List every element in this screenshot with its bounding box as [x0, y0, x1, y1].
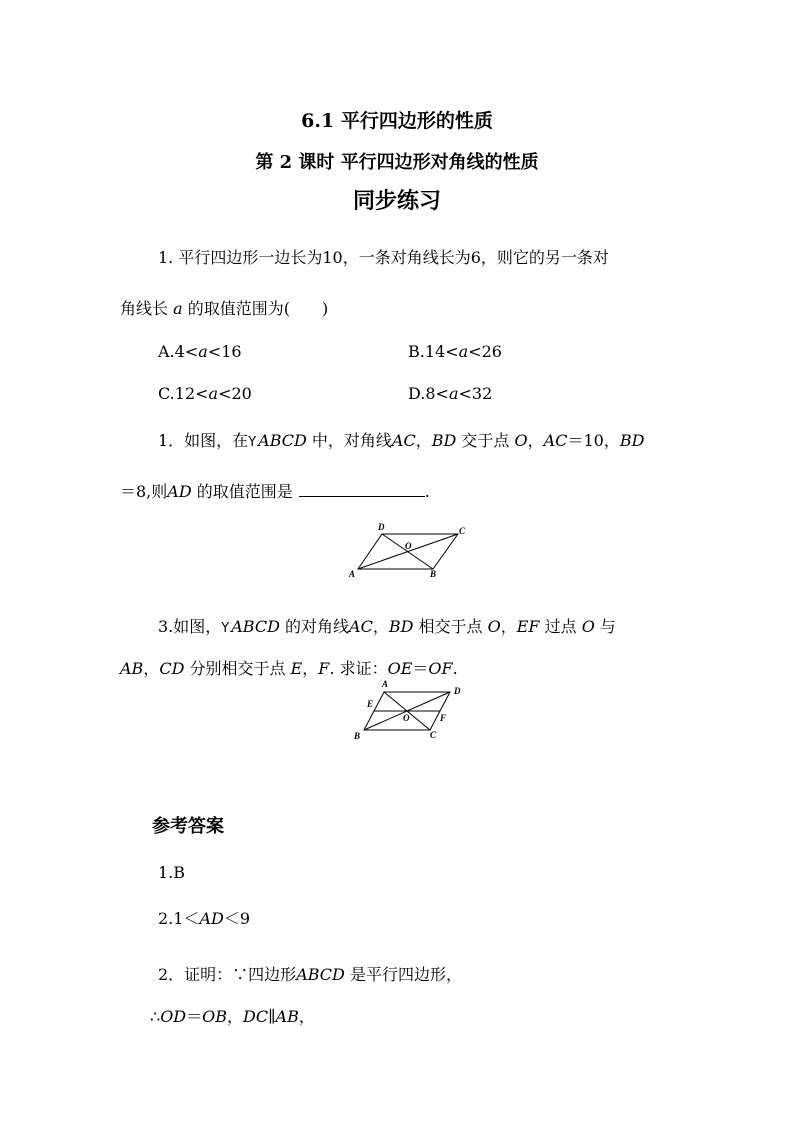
q1-option-d: D.8<a<32 [408, 384, 493, 403]
figure-parallelogram-2 [350, 676, 472, 744]
answer-blank [299, 482, 425, 497]
figure-parallelogram-1 [348, 520, 470, 582]
answer-1: 1.B [158, 863, 186, 882]
q2-line1: 1．如图，在Y ABCD 中，对角线AC，BD 交于点 O，AC＝10，BD [158, 431, 645, 450]
fig1-label-b: B [430, 569, 437, 579]
fig2-label-f: F [440, 713, 447, 723]
answer-3-line2: ∴OD＝OB，DC∥AB， [150, 1007, 315, 1026]
parallelogram-symbol: Y [248, 435, 257, 450]
fig2-label-o: O [403, 713, 410, 723]
answers-heading: 参考答案 [152, 816, 224, 837]
q2-line2: ＝8,则AD 的取值范围是 . [120, 482, 430, 501]
q3-line1: 3.如图，Y ABCD 的对角线AC，BD 相交于点 O，EF 过点 O 与 [158, 617, 616, 636]
q3-line2: AB，CD 分别相交于点 E，F. 求证：OE＝OF. [120, 659, 458, 678]
fig2-label-c: C [430, 730, 437, 740]
answer-2: 2.1＜AD＜9 [158, 909, 251, 928]
fig2-label-e: E [367, 699, 374, 709]
q1-option-a: A.4<a<16 [158, 342, 242, 361]
fig2-label-a: A [382, 679, 389, 689]
fig1-label-a: A [349, 569, 356, 579]
lesson-title: 第 2 课时 平行四边形对角线的性质 [255, 152, 539, 173]
fig1-label-d: D [378, 522, 385, 532]
q1-option-c: C.12<a<20 [158, 384, 252, 403]
fig2-label-b: B [354, 731, 361, 741]
practice-title: 同步练习 [352, 188, 441, 214]
q1-line2: 角线长 a 的取值范围为( ) [120, 299, 329, 318]
fig1-label-o: O [405, 541, 412, 551]
section-title: 6.1 平行四边形的性质 [301, 110, 493, 132]
fig2-label-d: D [454, 686, 461, 696]
answer-3-line1: 2．证明：∵四边形ABCD 是平行四边形， [158, 965, 462, 984]
fig1-label-c: C [459, 526, 466, 536]
parallelogram-symbol: Y [221, 621, 230, 636]
q1-option-b: B.14<a<26 [408, 342, 502, 361]
q1-line1: 1. 平行四边形一边长为10，一条对角线长为6，则它的另一条对 [158, 248, 609, 267]
